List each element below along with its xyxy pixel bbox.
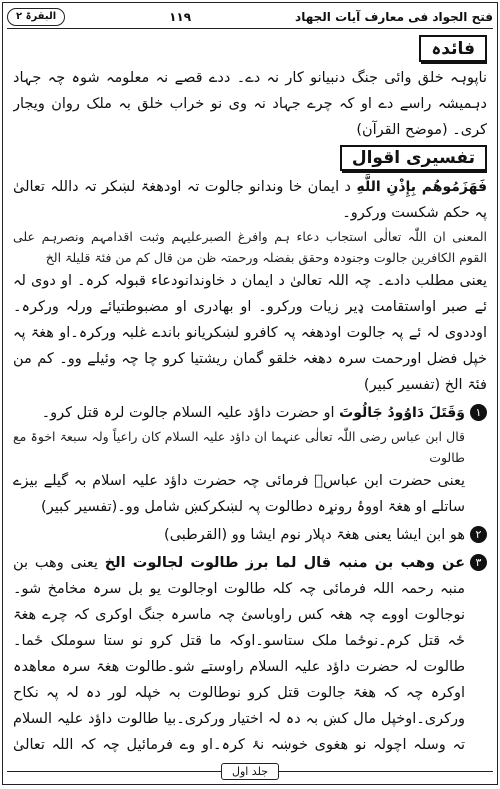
faida-text: ناپوہہ خلق وائی جنگ دنبیانو کار نہ دے۔ ددے قصے نہ معلومہ شوہ چہ جہاد دہمیشہ راسے دے او کہ چرے جہاد نہ وی نو خراب خلق بہ ملک روان ویجار کری۔ (موضح القرآن) <box>13 70 487 138</box>
tafsiri-intro <box>13 174 487 226</box>
item-1-text <box>13 400 465 426</box>
tafsiri-intro-text: د ایمان خا وندانو جالوت تہ اودھغۃ لښکر تہ داللہ تعالیٰ پہ حکم شکست ورکرو۔ <box>13 179 487 221</box>
item-number: ٣ <box>470 554 487 571</box>
item-3-text <box>13 550 465 756</box>
list-item <box>13 550 487 756</box>
item-1-text2: یعنی حضرت ابن عباسؓ فرمائی چہ حضرت داؤد علیہ اسلام بہ گیلے بیزے ساتلے او ھغۃ اووۂ رونړہ دطالوت پہ لښکرکښ شامل وو۔(تفسیر کبیر) <box>13 473 465 515</box>
item-3-arabic: عن وھب بن منبہ قال لما برز طالوت لجالوت الخ <box>104 555 466 571</box>
page-header <box>7 6 493 29</box>
item-3-main: یعنی وھب بن منبہ رحمہ اللہ فرمائی چہ کلہ طالوت اوجالوت یو بل سرہ مخامخ شو۔نوجالوت اووے چہ ھغہ کس راوباسئ چہ ماسرہ جنگ اوکری کہ چرے ھغۃ ځہ قتل کرم۔نوځما ملک ستاسو۔اوکہ ما قتل کرو نو ستا سوملک ځما۔طالوت لہ حضرت داؤد علیہ السلام راوستے شو۔طالوت ھغۃ سرہ معاھدہ اوکرہ چہ کہ ھغۃ جالوت قتل کرو نوطالوت بہ خپلہ لور دہ لہ پہ نکاح ورکری۔اوخپل مال کښ بہ دہ لہ اختیار ورکری۔بیا طالوت داؤد علیہ السلام تہ وسلہ اچولہ نو ھغوی خوښہ نۂ کرہ۔او وے فرمائیل چہ کہ اللہ تعالیٰ <box>13 555 465 753</box>
item-number: ٢ <box>470 526 487 543</box>
item-1-main: او حضرت داؤد علیہ السلام جالوت لرہ قتل کرو۔ <box>41 405 335 421</box>
page-content <box>13 33 487 756</box>
tafsiri-arabic: المعنی ان اللّٰہ تعالٰی استجاب دعاء ہم وافرغ الصبرعلیہم وثبت اقدامہم ونصرہم علی القوم الکافرین جالوت وجنودہ وحقق بفضلہ ورحمتہ ظن من قال کم من فئۃ قلیلۃ الخ <box>13 229 487 265</box>
tafsiri-explanation: یعنی مطلب دادے۔ چہ اللہ تعالیٰ د ایمان د خاوندانودعاء قبولہ کرہ۔ او دوی لہ ئے صبر اواستقامت ډیر زیات ورکرو۔ او بهادری او مضبوطتیائے ورلہ ورکرہ۔اوددوی لہ ئے پہ جالوت اودھغہ پہ کافرو لښکریانو باندے غلبہ ورکرہ۔او ھغۃ پہ خپل فضل اورحمت سرہ دھغہ خلقو گمان ریشتیا کرو چا چہ وئیلے وو۔ کم من فئۃ الخ (تفسیر کبیر) <box>13 273 487 393</box>
page-number: ۱۱۹ <box>169 10 192 24</box>
section-heading-tafsiri: تفسیری اقوال <box>340 145 487 171</box>
item-2-text: ھو ابن ایشا یعنی ھغۃ دپلار نوم ایشا وو (القرطبی) <box>164 527 465 543</box>
page <box>2 2 498 785</box>
list-item <box>13 400 487 520</box>
verse-quote: فَهَزَمُوهُم بِإِذْنِ اللَّهِ <box>356 179 487 195</box>
section-badge: البقرۃ ۲ <box>7 8 65 26</box>
section-heading-faida: فائدہ <box>419 35 487 62</box>
volume-label: جلد اول <box>221 763 279 780</box>
book-title: فتح الجواد فی معارف آیات الجهاد <box>295 10 493 24</box>
item-1-quote: وَقَتَلَ دَاوُودُ جَالُوتَ <box>339 405 465 421</box>
item-number: ١ <box>470 404 487 421</box>
item-1-arabic: قال ابن عباس رضی اللّٰہ تعالٰی عنہما ان داؤد علیہ السلام کان راعیاً ولہ سبعۃ اخوۃ مع طالوت <box>13 429 465 465</box>
list-item <box>13 522 487 548</box>
page-footer <box>3 760 497 780</box>
